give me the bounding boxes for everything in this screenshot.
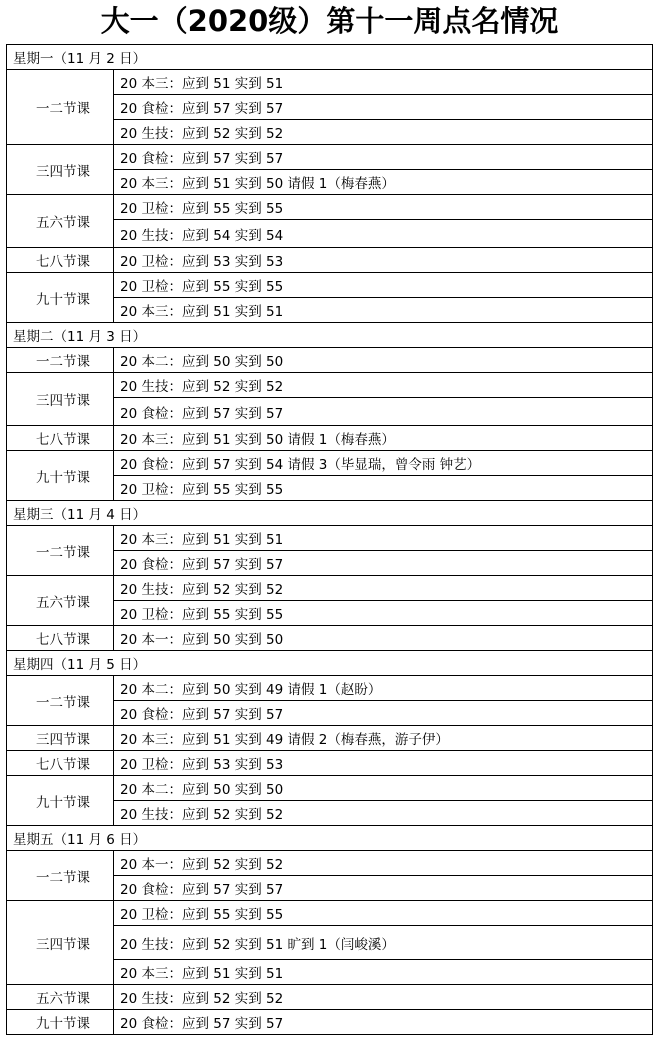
period-cell: 五六节课	[7, 985, 114, 1010]
period-cell: 七八节课	[7, 626, 114, 651]
table-row	[7, 348, 653, 373]
attendance-record: 20 本二：应到 50 实到 50	[114, 776, 653, 801]
period-cell: 七八节课	[7, 751, 114, 776]
attendance-record: 20 本一：应到 52 实到 52	[114, 851, 653, 876]
attendance-record: 20 卫检：应到 55 实到 55	[114, 273, 653, 298]
table-row	[7, 273, 653, 298]
attendance-record: 20 食检：应到 57 实到 57	[114, 876, 653, 901]
day-header-row	[7, 323, 653, 348]
attendance-record: 20 食检：应到 57 实到 57	[114, 1010, 653, 1035]
period-cell: 一二节课	[7, 676, 114, 726]
attendance-record: 20 本三：应到 51 实到 51	[114, 70, 653, 95]
attendance-record: 20 生技：应到 52 实到 52	[114, 985, 653, 1010]
attendance-record: 20 本一：应到 50 实到 50	[114, 626, 653, 651]
day-header-row	[7, 501, 653, 526]
attendance-record: 20 卫检：应到 55 实到 55	[114, 195, 653, 220]
period-cell: 一二节课	[7, 851, 114, 901]
table-row	[7, 526, 653, 551]
attendance-table-body	[7, 45, 653, 1035]
attendance-record: 20 本二：应到 50 实到 49 请假 1（赵盼）	[114, 676, 653, 701]
table-row	[7, 1010, 653, 1035]
table-row	[7, 70, 653, 95]
day-label: 星期五（11 月 6 日）	[7, 826, 653, 851]
table-row	[7, 426, 653, 451]
table-row	[7, 195, 653, 220]
attendance-record: 20 生技：应到 52 实到 52	[114, 801, 653, 826]
period-cell: 九十节课	[7, 1010, 114, 1035]
attendance-record: 20 食检：应到 57 实到 57	[114, 95, 653, 120]
period-cell: 三四节课	[7, 373, 114, 426]
attendance-record: 20 食检：应到 57 实到 57	[114, 551, 653, 576]
attendance-record: 20 本三：应到 51 实到 50 请假 1（梅春燕）	[114, 170, 653, 195]
period-cell: 九十节课	[7, 273, 114, 323]
period-cell: 一二节课	[7, 526, 114, 576]
period-cell: 九十节课	[7, 451, 114, 501]
period-cell: 一二节课	[7, 70, 114, 145]
attendance-record: 20 卫检：应到 55 实到 55	[114, 601, 653, 626]
period-cell: 三四节课	[7, 901, 114, 985]
day-header-row	[7, 826, 653, 851]
table-row	[7, 576, 653, 601]
day-label: 星期一（11 月 2 日）	[7, 45, 653, 70]
attendance-record: 20 生技：应到 52 实到 52	[114, 576, 653, 601]
period-cell: 七八节课	[7, 248, 114, 273]
attendance-table	[6, 44, 653, 1035]
table-row	[7, 248, 653, 273]
day-label: 星期三（11 月 4 日）	[7, 501, 653, 526]
period-cell: 五六节课	[7, 576, 114, 626]
period-cell: 三四节课	[7, 726, 114, 751]
table-row	[7, 851, 653, 876]
attendance-record: 20 本三：应到 51 实到 50 请假 1（梅春燕）	[114, 426, 653, 451]
attendance-record: 20 生技：应到 52 实到 51 旷到 1（闫峻溪）	[114, 926, 653, 960]
table-row	[7, 776, 653, 801]
page-title: 大一（2020级）第十一周点名情况	[100, 4, 559, 38]
attendance-record: 20 食检：应到 57 实到 57	[114, 398, 653, 426]
table-row	[7, 751, 653, 776]
day-header-row	[7, 45, 653, 70]
attendance-record: 20 生技：应到 52 实到 52	[114, 120, 653, 145]
period-cell: 一二节课	[7, 348, 114, 373]
attendance-record: 20 卫检：应到 53 实到 53	[114, 248, 653, 273]
attendance-record: 20 本三：应到 51 实到 51	[114, 298, 653, 323]
attendance-record: 20 本三：应到 51 实到 51	[114, 526, 653, 551]
attendance-record: 20 本三：应到 51 实到 51	[114, 960, 653, 985]
table-row	[7, 676, 653, 701]
attendance-record: 20 食检：应到 57 实到 57	[114, 145, 653, 170]
table-row	[7, 451, 653, 476]
table-row	[7, 726, 653, 751]
attendance-record: 20 卫检：应到 53 实到 53	[114, 751, 653, 776]
table-row	[7, 373, 653, 398]
attendance-record: 20 生技：应到 52 实到 52	[114, 373, 653, 398]
period-cell: 七八节课	[7, 426, 114, 451]
day-label: 星期四（11 月 5 日）	[7, 651, 653, 676]
table-row	[7, 626, 653, 651]
table-row	[7, 145, 653, 170]
table-row	[7, 985, 653, 1010]
attendance-record: 20 卫检：应到 55 实到 55	[114, 476, 653, 501]
period-cell: 五六节课	[7, 195, 114, 248]
day-header-row	[7, 651, 653, 676]
period-cell: 九十节课	[7, 776, 114, 826]
attendance-record: 20 食检：应到 57 实到 54 请假 3（毕显瑞，曾令雨 钟艺）	[114, 451, 653, 476]
attendance-record: 20 本二：应到 50 实到 50	[114, 348, 653, 373]
attendance-record: 20 生技：应到 54 实到 54	[114, 220, 653, 248]
attendance-record: 20 本三：应到 51 实到 49 请假 2（梅春燕，游子伊）	[114, 726, 653, 751]
attendance-record: 20 卫检：应到 55 实到 55	[114, 901, 653, 926]
period-cell: 三四节课	[7, 145, 114, 195]
table-row	[7, 901, 653, 926]
day-label: 星期二（11 月 3 日）	[7, 323, 653, 348]
attendance-record: 20 食检：应到 57 实到 57	[114, 701, 653, 726]
